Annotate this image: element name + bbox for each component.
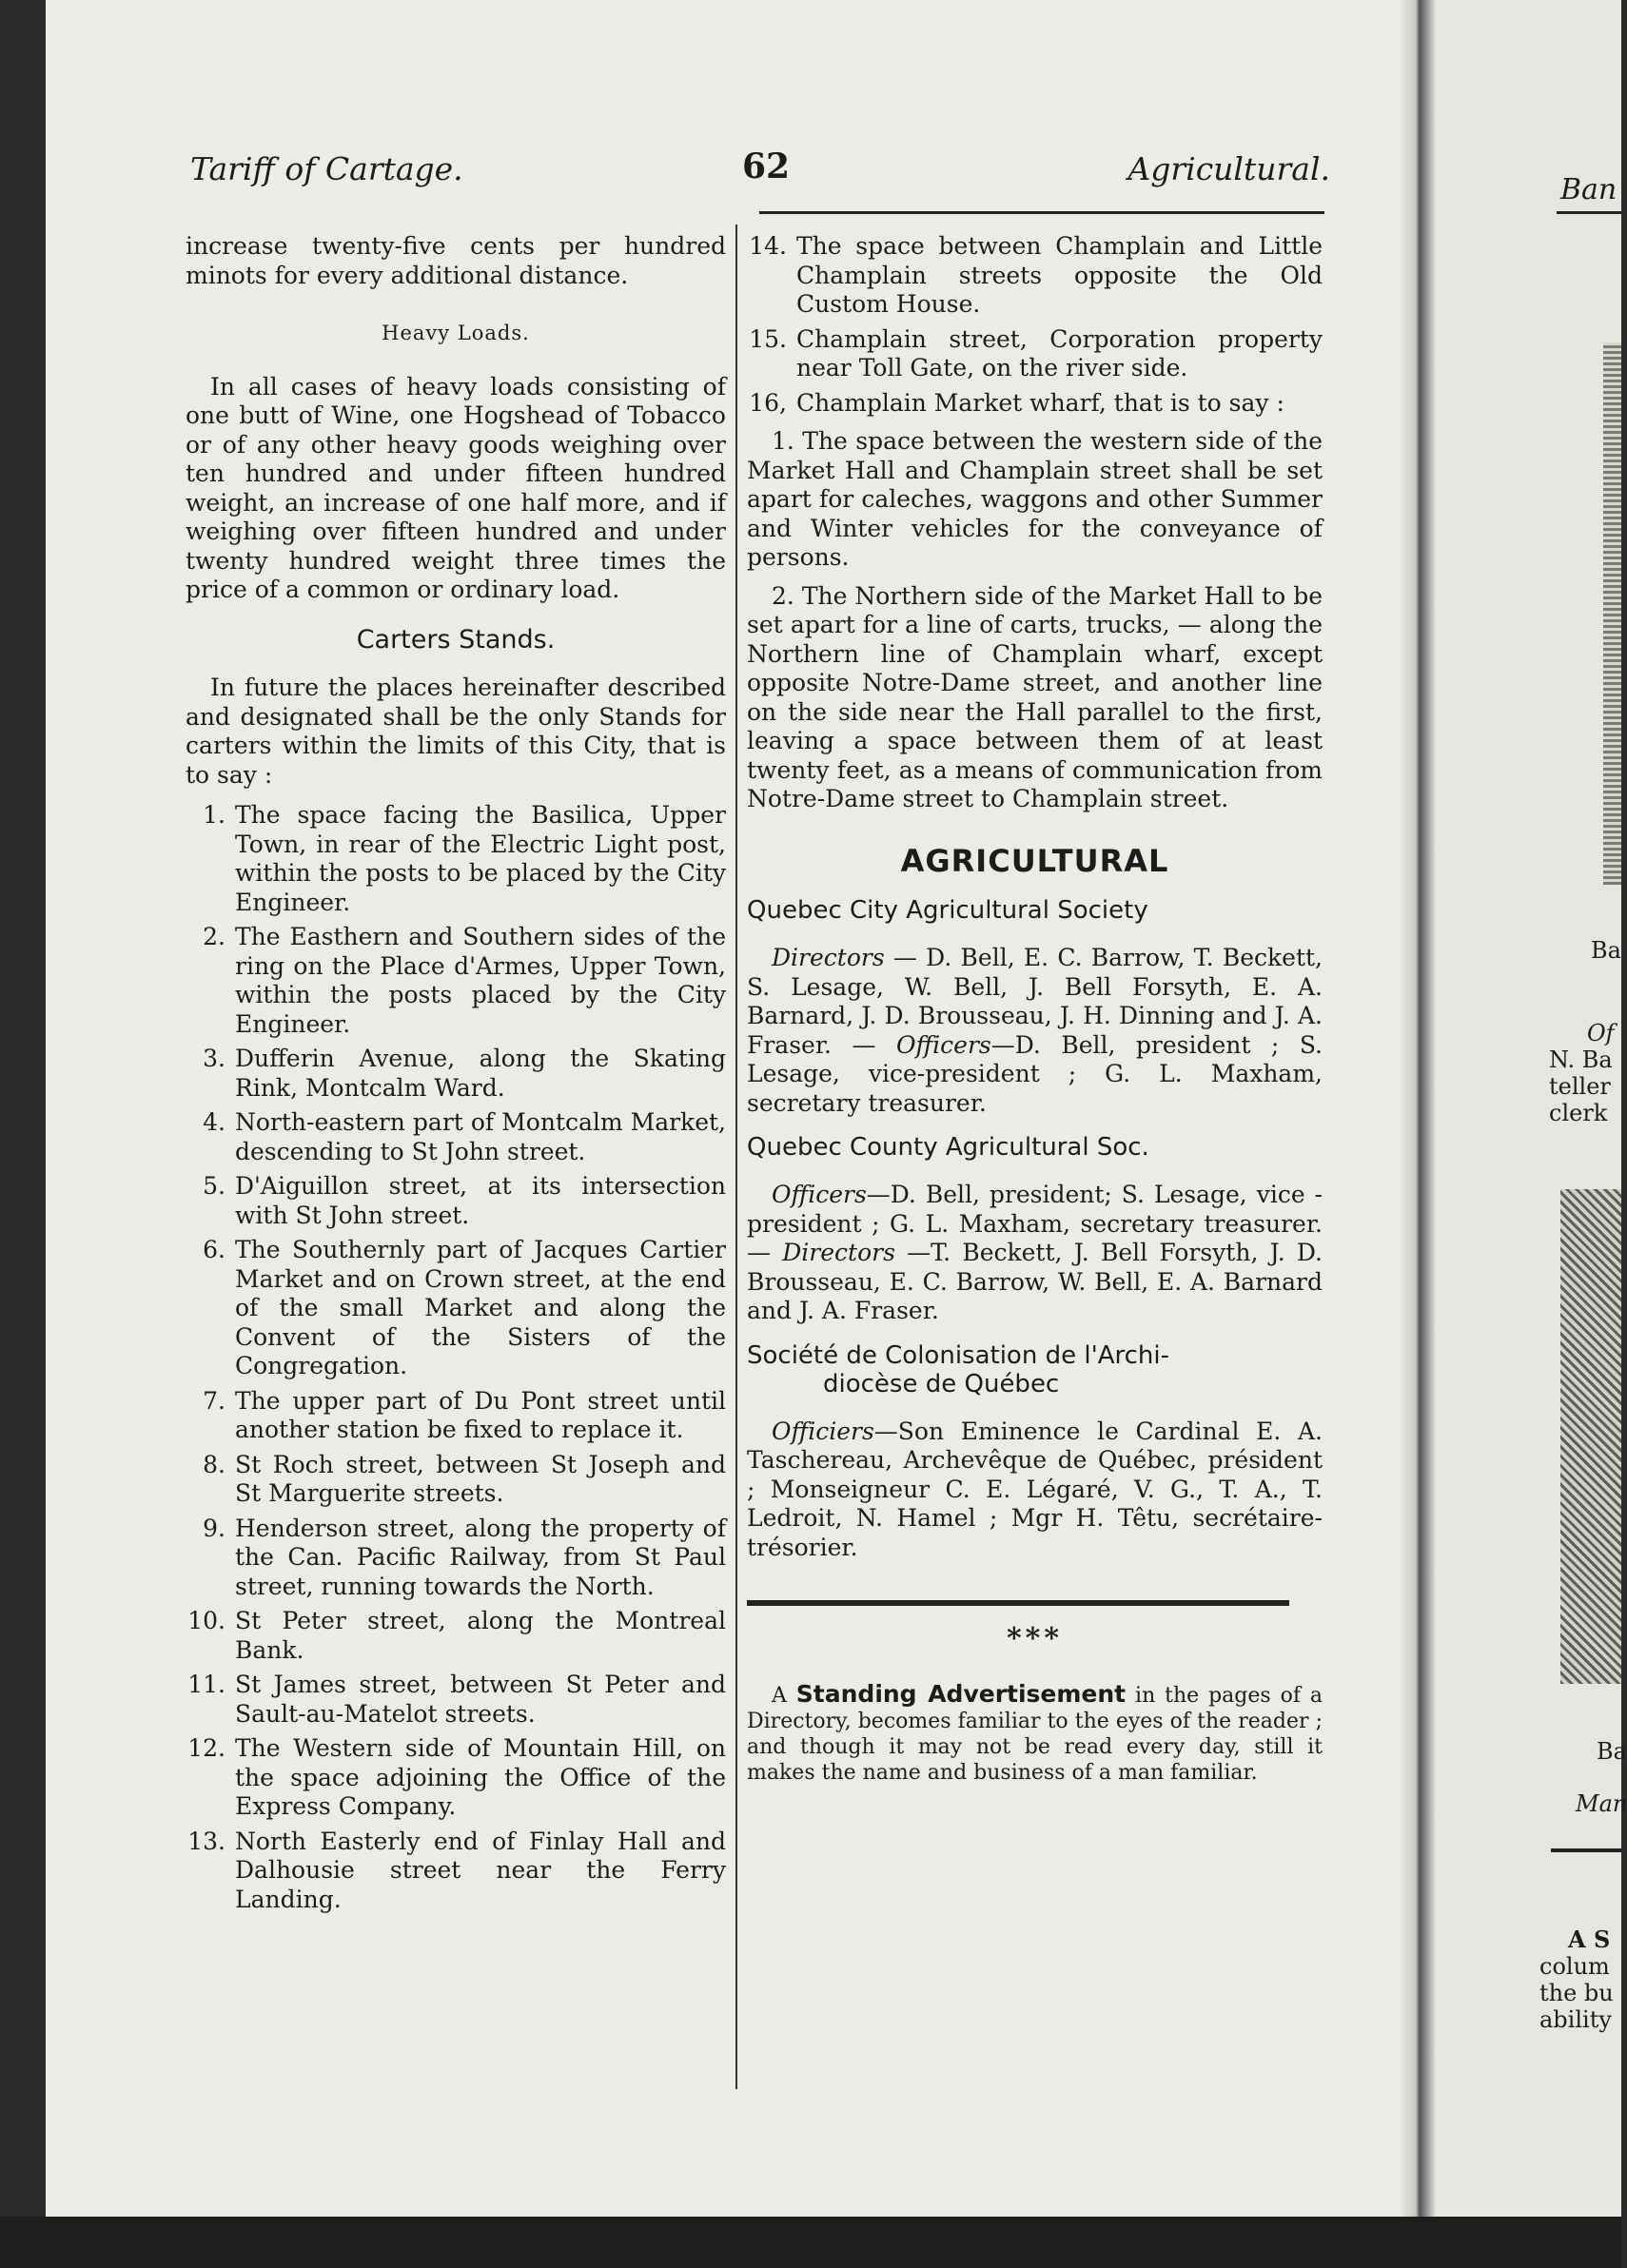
item-number: 7.	[203, 1386, 225, 1415]
right-page-running-head: Ban	[1560, 173, 1617, 206]
item-number: 6.	[203, 1236, 225, 1263]
carters-stands-heading: Carters Stands.	[356, 624, 556, 655]
item-text: St James street, between St Peter and Sault-au-Matelot streets.	[235, 1671, 726, 1728]
adv-text: in the pages of a Directory, becomes familiar to the eyes of the reader ; and though it may not be read every day, still it makes the name and business of a man familiar.	[747, 1683, 1323, 1785]
list-item	[747, 389, 1323, 419]
market-para-1: 1. The space between the western side of the Market Hall and Champlain street shall be set apart for caleches, waggons and other Summer and Winter vehicles for the conveyance of persons.	[747, 427, 1323, 571]
list-item	[186, 1607, 726, 1665]
item-text: Dufferin Avenue, along the Skating Rink, Montcalm Ward.	[235, 1045, 726, 1102]
officers-list: —D. Bell, president; S. Lesage, vice - president ; G. L. Maxham, secretary treasurer. —	[747, 1181, 1323, 1266]
item-number: 4.	[203, 1108, 225, 1136]
list-item	[186, 1172, 726, 1230]
market-para-2: 2. The Northern side of the Market Hall to be set apart for a line of carts, trucks, — along the Northern line of Champlain wharf, except opposite Notre-Dame street, and another line on the side near the Hall parallel to the first, leaving a space between them of at least twenty feet, as a means of communication from Notre-Dame street to Champlain street.	[747, 581, 1323, 812]
right-fragment-line1: N. Ba	[1549, 1046, 1613, 1073]
heavy-loads-heading: Heavy Loads.	[382, 322, 530, 344]
item-number: 10.	[187, 1607, 225, 1634]
right-fragment-line3: clerk	[1549, 1100, 1608, 1126]
column-rule	[735, 225, 737, 2089]
officers-label: Officiers	[772, 1417, 874, 1445]
item-number: 9.	[203, 1514, 225, 1542]
stands-list-continued	[747, 232, 1323, 418]
right-fragment-ba1: Ba	[1591, 937, 1621, 964]
item-text: North Easterly end of Finlay Hall and Dalhousie street near the Ferry Landing.	[235, 1827, 726, 1913]
right-fragment-off: Of	[1587, 1020, 1615, 1046]
society-3-heading-line1: Société de Colonisation de l'Archi-	[747, 1340, 1170, 1370]
list-item	[186, 1828, 726, 1915]
item-text: The space facing the Basilica, Upper Town, in rear of the Electric Light post, within the posts to be placed by the City Engineer.	[235, 801, 726, 916]
left-column	[186, 232, 726, 1920]
right-fragment-line2: teller	[1549, 1073, 1611, 1100]
officers-list: —D. Bell, president ; S. Lesage, vice-president ; G. L. Maxham, secretary treasurer.	[747, 1030, 1323, 1117]
officers-label: Officers	[895, 1030, 991, 1059]
list-item	[186, 1045, 726, 1103]
right-page-head-rule	[1557, 211, 1621, 214]
list-item	[186, 923, 726, 1039]
item-text: The Easthern and Southern sides of the ring on the Place d'Armes, Upper Town, within the posts placed by the City Engineer.	[235, 923, 726, 1038]
head-rule	[759, 211, 1324, 214]
stands-list	[186, 801, 726, 1914]
item-number: 12.	[187, 1734, 225, 1762]
list-item	[186, 1515, 726, 1602]
officers-list: —Son Eminence le Cardinal E. A. Taschereau, Archevêque de Québec, président ; Monseigneur C. E. Légaré, V. G., T. A., T. Ledroit, N. Hamel ; Mgr H. Têtu, secrétaire-trésorier.	[747, 1417, 1323, 1561]
scan-bottom-edge	[0, 2217, 1621, 2268]
book-gutter	[1399, 0, 1437, 2226]
intro-text: increase twenty-five cents per hundred minots for every additional distance.	[186, 232, 726, 289]
item-text: The space between Champlain and Little Champlain streets opposite the Old Custom House.	[796, 232, 1323, 318]
running-head-right: Agricultural.	[1127, 150, 1330, 187]
carters-intro: In future the places hereinafter described and designated shall be the only Stands for carters within the limits of this City, that is to say :	[186, 674, 726, 789]
running-head-left: Tariff of Cartage.	[190, 150, 463, 187]
right-fragment-b2: colum	[1539, 1953, 1610, 1980]
section-title: AGRICULTURAL	[900, 842, 1169, 879]
item-text: Henderson street, along the property of the Can. Pacific Railway, from St Paul street, running towards the North.	[235, 1514, 726, 1600]
list-item	[186, 1671, 726, 1729]
society-3-heading	[747, 1341, 1323, 1398]
list-item	[186, 1387, 726, 1445]
directors-label: Directors	[782, 1239, 895, 1266]
right-fragment-rule	[1551, 1848, 1621, 1852]
right-column	[747, 232, 1323, 1786]
heavy-loads-text: In all cases of heavy loads consisting of one butt of Wine, one Hogshead of Tobacco or of any other heavy goods weighing over ten hundred and under fifteen hundred weight, an increase of one half more, and if weighing over fifteen hundred and under twenty hundred weight three times the price of a common or ordinary load.	[186, 372, 726, 603]
list-item	[186, 1236, 726, 1381]
adv-title: Standing Advertisement	[795, 1679, 1127, 1708]
advertisement-note	[747, 1681, 1323, 1786]
item-number: 2.	[203, 923, 225, 950]
running-head	[190, 147, 1330, 198]
item-number: 8.	[203, 1450, 225, 1478]
right-fragment-b1: A S	[1568, 1926, 1611, 1953]
directors-label: Directors	[772, 944, 885, 971]
item-text: D'Aiguillon street, at its intersection with St John street.	[235, 1172, 726, 1229]
society-2-heading: Quebec County Agricultural Soc.	[747, 1133, 1149, 1162]
directors-list: —T. Beckett, J. Bell Forsyth, J. D. Brousseau, E. C. Barrow, W. Bell, E. A. Barnard and J. A. Fraser.	[747, 1239, 1323, 1324]
item-text: The upper part of Du Pont street until another station be fixed to replace it.	[235, 1386, 726, 1443]
item-number: 11.	[187, 1671, 225, 1698]
item-number: 3.	[203, 1045, 225, 1072]
item-number: 13.	[187, 1827, 225, 1855]
list-item	[186, 801, 726, 917]
directors-list: — D. Bell, E. C. Barrow, T. Beckett, S. Lesage, W. Bell, J. Bell Forsyth, E. A. Barnard, J. D. Brousseau, J. H. Dinning and J. A. Fraser. —	[747, 944, 1323, 1059]
item-number: 15.	[749, 324, 787, 353]
list-item	[747, 232, 1323, 320]
item-text: North-eastern part of Montcalm Market, descending to St John street.	[235, 1108, 726, 1165]
list-item	[186, 1451, 726, 1509]
society-2-body	[747, 1181, 1323, 1326]
right-fragment-man: Man	[1576, 1790, 1627, 1817]
item-number: 5.	[203, 1172, 225, 1200]
society-3-heading-line2: diocèse de Québec	[823, 1369, 1060, 1398]
right-page-edge	[1437, 0, 1627, 2226]
list-item	[186, 1108, 726, 1166]
item-number: 14.	[749, 232, 787, 260]
list-item	[186, 1734, 726, 1822]
item-text: The Southernly part of Jacques Cartier Market and on Crown street, at the end of the small Market and along the Convent of the Sisters of the Congregation.	[235, 1236, 726, 1379]
right-fragment-b4: ability	[1539, 2006, 1612, 2033]
item-number: 1.	[203, 801, 225, 829]
list-item	[747, 325, 1323, 383]
item-text: St Roch street, between St Joseph and St Marguerite streets.	[235, 1450, 726, 1507]
society-1-body	[747, 944, 1323, 1118]
society-1-heading: Quebec City Agricultural Society	[747, 896, 1148, 925]
item-number: 16,	[749, 388, 787, 417]
right-fragment-ba2: Ba	[1597, 1738, 1627, 1765]
asterism: ***	[1006, 1622, 1064, 1655]
engraving-fragment-bottom	[1560, 1189, 1621, 1684]
item-text: The Western side of Mountain Hill, on the space adjoining the Office of the Express Company.	[235, 1734, 726, 1820]
item-text: Champlain Market wharf, that is to say :	[796, 388, 1284, 417]
right-fragment-b3: the bu	[1539, 1980, 1614, 2006]
engraving-fragment-top	[1603, 342, 1621, 885]
society-3-body	[747, 1418, 1323, 1563]
adv-lead: A	[772, 1683, 796, 1708]
page-number: 62	[742, 147, 791, 186]
section-rule	[747, 1600, 1289, 1606]
item-text: St Peter street, along the Montreal Bank.	[235, 1607, 726, 1664]
item-text: Champlain street, Corporation property near Toll Gate, on the river side.	[796, 324, 1323, 381]
officers-label: Officers	[772, 1181, 867, 1208]
